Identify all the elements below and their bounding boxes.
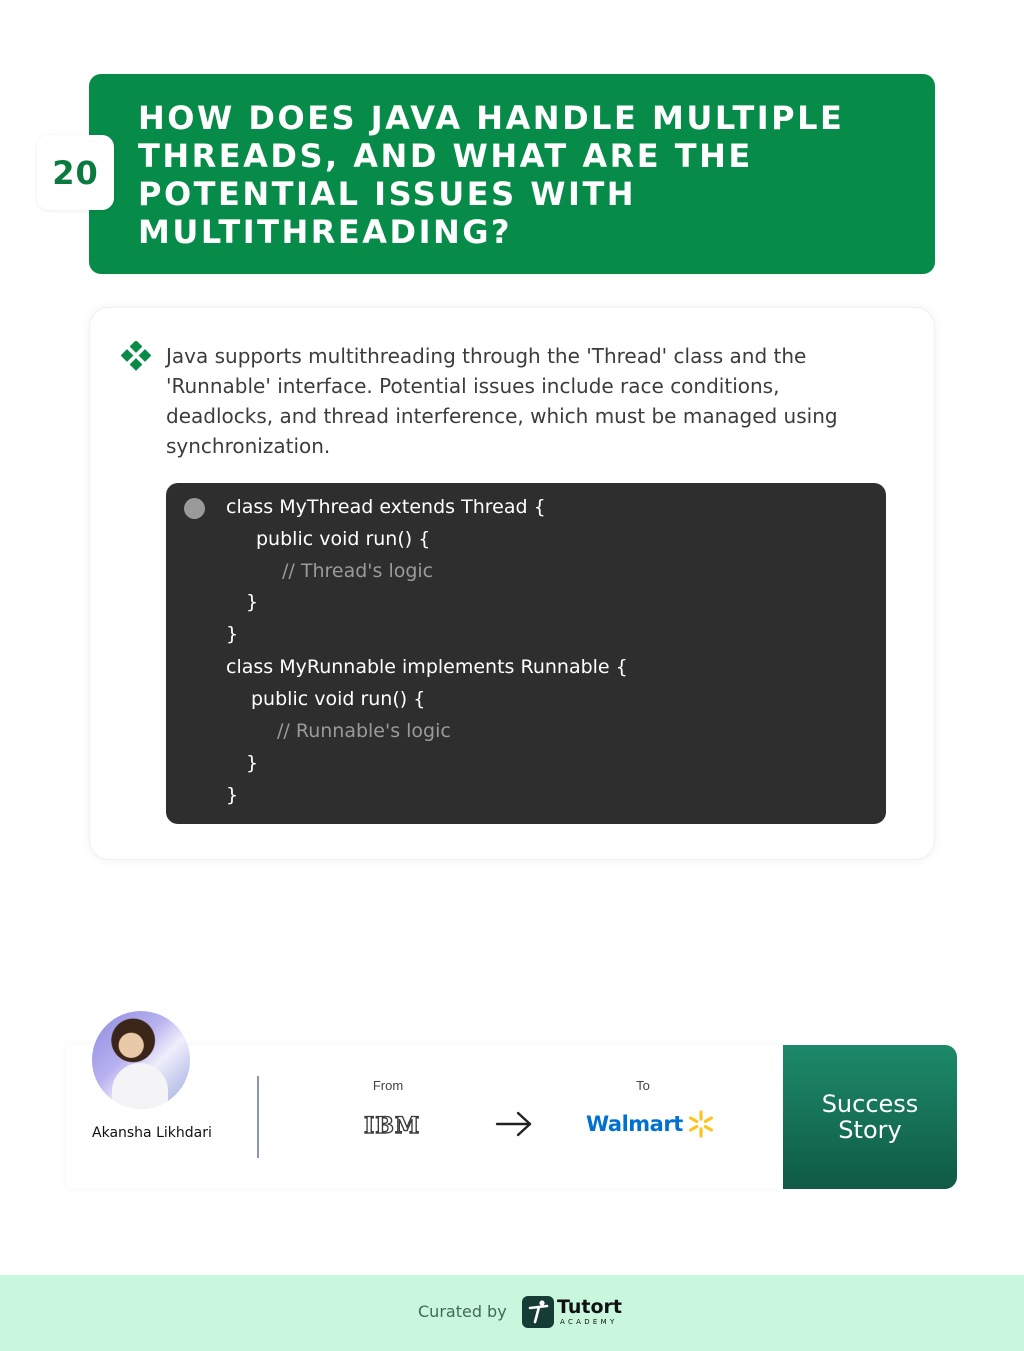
- code-line: }: [226, 784, 239, 806]
- code-line: }: [246, 591, 259, 613]
- code-comment: // Thread's logic: [282, 560, 434, 582]
- code-comment: // Runnable's logic: [277, 720, 451, 742]
- person-name: Akansha Likhdari: [92, 1125, 212, 1141]
- tutort-brand-name: Tutort: [557, 1296, 622, 1318]
- code-line: class MyThread extends Thread {: [226, 496, 546, 518]
- code-line: public void run() {: [251, 688, 426, 710]
- tutort-brand-sub: ACADEMY: [560, 1318, 618, 1326]
- code-line: public void run() {: [256, 528, 431, 550]
- code-line: }: [226, 623, 239, 645]
- question-title: HOW DOES JAVA HANDLE MULTIPLE THREADS, AND WHAT ARE THE POTENTIAL ISSUES WITH MULTITHREADING?: [138, 99, 845, 251]
- success-story-button[interactable]: [783, 1045, 957, 1189]
- answer-text: Java supports multithreading through the 'Thread' class and the 'Runnable' interface. Potential issues include race conditions, deadlocks, and thread interference, which must be managed using synchronization.: [166, 344, 838, 458]
- avatar: [92, 1011, 190, 1109]
- diamond-bullet-icon: [121, 341, 151, 371]
- from-label: From: [372, 1078, 404, 1093]
- arrow-right-icon: [494, 1110, 534, 1138]
- code-window-dot: [184, 498, 205, 519]
- to-label: To: [636, 1078, 650, 1093]
- success-story-label: Success Story: [821, 1090, 919, 1144]
- tutort-logo-icon: [522, 1296, 554, 1328]
- code-line: }: [246, 752, 259, 774]
- walmart-spark-icon: [686, 1109, 716, 1139]
- footer: [0, 1275, 1024, 1351]
- divider: [257, 1076, 259, 1158]
- code-line: class MyRunnable implements Runnable {: [226, 656, 628, 678]
- ibm-logo: IBM: [364, 1113, 421, 1139]
- question-number-badge: 20: [37, 135, 114, 210]
- curated-by-label: Curated by: [418, 1302, 507, 1321]
- walmart-wordmark: Walmart: [586, 1112, 683, 1136]
- walmart-logo: [586, 1109, 716, 1139]
